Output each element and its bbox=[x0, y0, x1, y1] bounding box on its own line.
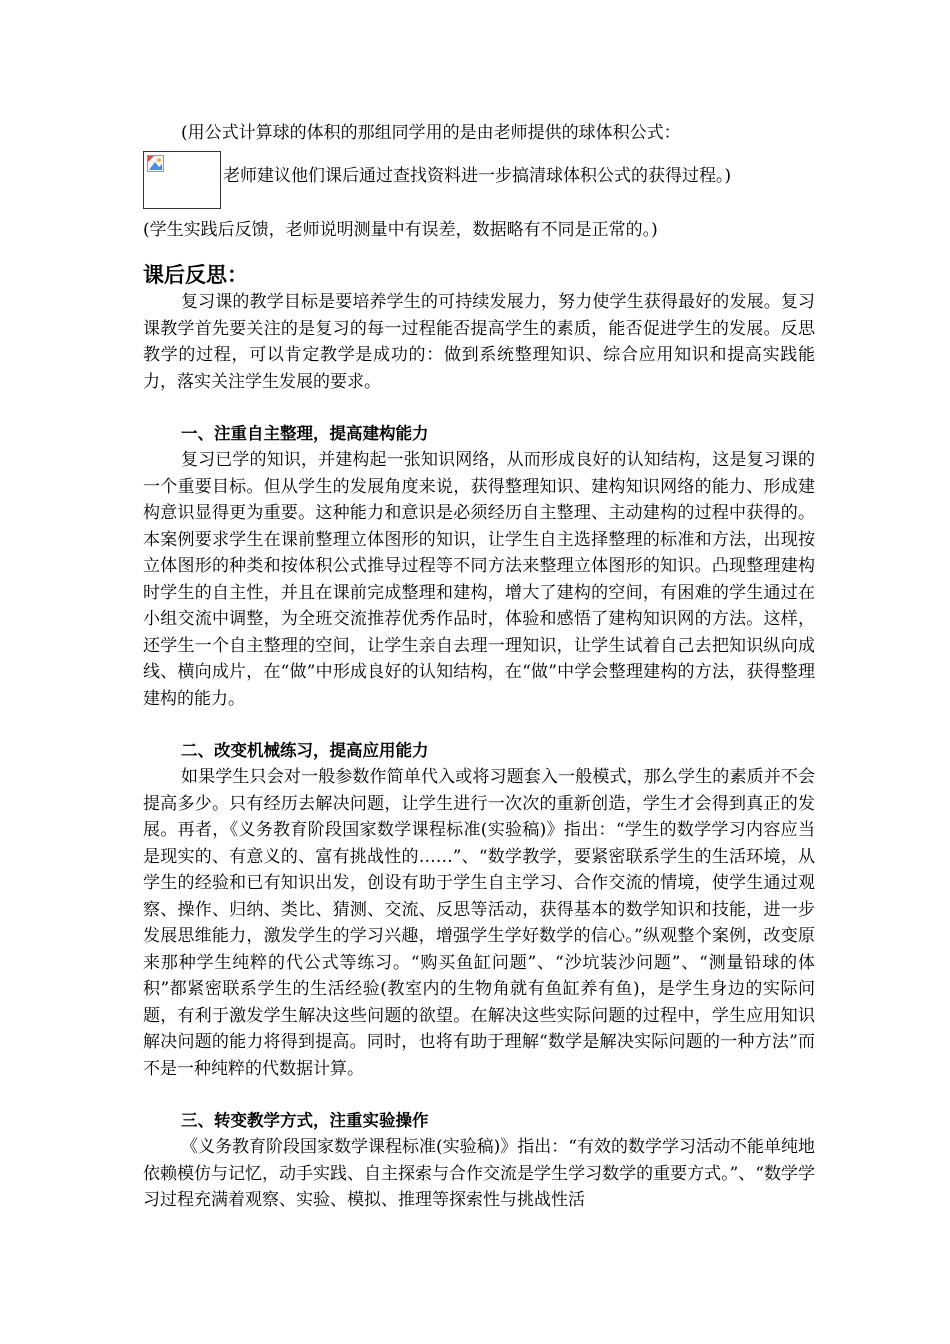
feedback-note: (学生实践后反馈，老师说明测量中有误差，数据略有不同是正常的。) bbox=[143, 219, 658, 240]
section-body-1: 复习已学的知识，并建构起一张知识网络，从而形成良好的认知结构，这是复习课的一个重要目标。但从学生的发展角度来说，获得整理知识、建构知识网络的能力、形成建构意识显得更为重要。这种能力和意识是必须经历自主整理、主动建构的过程中获得的。本案例要求学生在课前整理立体图形的知识，让学生自主选择整理的标准和方法，出现按立体图形的种类和按体积公式推导过程等不同方法来整理立体图形的知识。凸现整理建构时学生的自主性，并且在课前完成整理和建构，增大了建构的空间，有困难的学生通过在小组交流中调整，为全班交流推荐优秀作品时，体验和感悟了建构知识网的方法。这样，还学生一个自主整理的空间，让学生亲自去理一理知识，让学生试着自己去把知识纵向成线、横向成片，在“做”中形成良好的认知结构，在“做”中学会整理建构的方法，获得整理建构的能力。 bbox=[143, 450, 815, 709]
reflection-title: 课后反思： bbox=[143, 263, 248, 287]
document-page bbox=[143, 120, 815, 1214]
formula-image-row bbox=[143, 151, 815, 209]
section-heading-3: 三、转变教学方式，注重实验操作 bbox=[181, 1111, 429, 1130]
teacher-note-line1: (用公式计算球的体积的那组同学用的是由老师提供的球体积公式： bbox=[181, 123, 681, 143]
section-body-3: 《义务教育阶段国家数学课程标准(实验稿)》指出：“有效的数学学习活动不能单纯地依赖模仿与记忆，动手实践、自主探索与合作交流是学生学习数学的重要方式。”、“数学学习过程充满着观察、实验、模拟、推理等探索性与挑战性活 bbox=[143, 1137, 815, 1210]
section-heading-1: 一、注重自主整理，提高建构能力 bbox=[181, 424, 429, 443]
formula-image-placeholder bbox=[143, 151, 221, 209]
teacher-note-line2: 老师建议他们课后通过查找资料进一步搞清球体积公式的获得过程。) bbox=[223, 165, 732, 186]
section-heading-2: 二、改变机械练习，提高应用能力 bbox=[181, 741, 429, 760]
section-body-2: 如果学生只会对一般参数作简单代入或将习题套入一般模式，那么学生的素质并不会提高多少。只有经历去解决问题，让学生进行一次次的重新创造，学生才会得到真正的发展。再者，《义务教育阶段国家数学课程标准(实验稿)》指出：“学生的数学学习内容应当是现实的、有意义的、富有挑战性的……”、“数学教学，要紧密联系学生的生活环境，从学生的经验和已有知识出发，创设有助于学生自主学习、合作交流的情境，使学生通过观察、操作、归纳、类比、猜测、交流、反思等活动，获得基本的数学知识和技能，进一步发展思维能力，激发学生的学习兴趣，增强学生学好数学的信心。”纵观整个案例，改变原来那种学生纯粹的代公式等练习。“购买鱼缸问题”、“沙坑装沙问题”、“测量铅球的体积”都紧密联系学生的生活经验(教室内的生物角就有鱼缸养有鱼)，是学生身边的实际问题，有利于激发学生解决这些问题的欲望。在解决这些实际问题的过程中，学生应用知识解决问题的能力将得到提高。同时，也将有助于理解“数学是解决实际问题的一种方法”而不是一种纯粹的代数据计算。 bbox=[143, 767, 815, 1079]
reflection-intro: 复习课的教学目标是要培养学生的可持续发展力，努力使学生获得最好的发展。复习课教学首先要关注的是复习的每一过程能否提高学生的素质，能否促进学生的发展。反思教学的过程，可以肯定教学是成功的：做到系统整理知识、综合应用知识和提高实践能力，落实关注学生发展的要求。 bbox=[143, 292, 815, 392]
